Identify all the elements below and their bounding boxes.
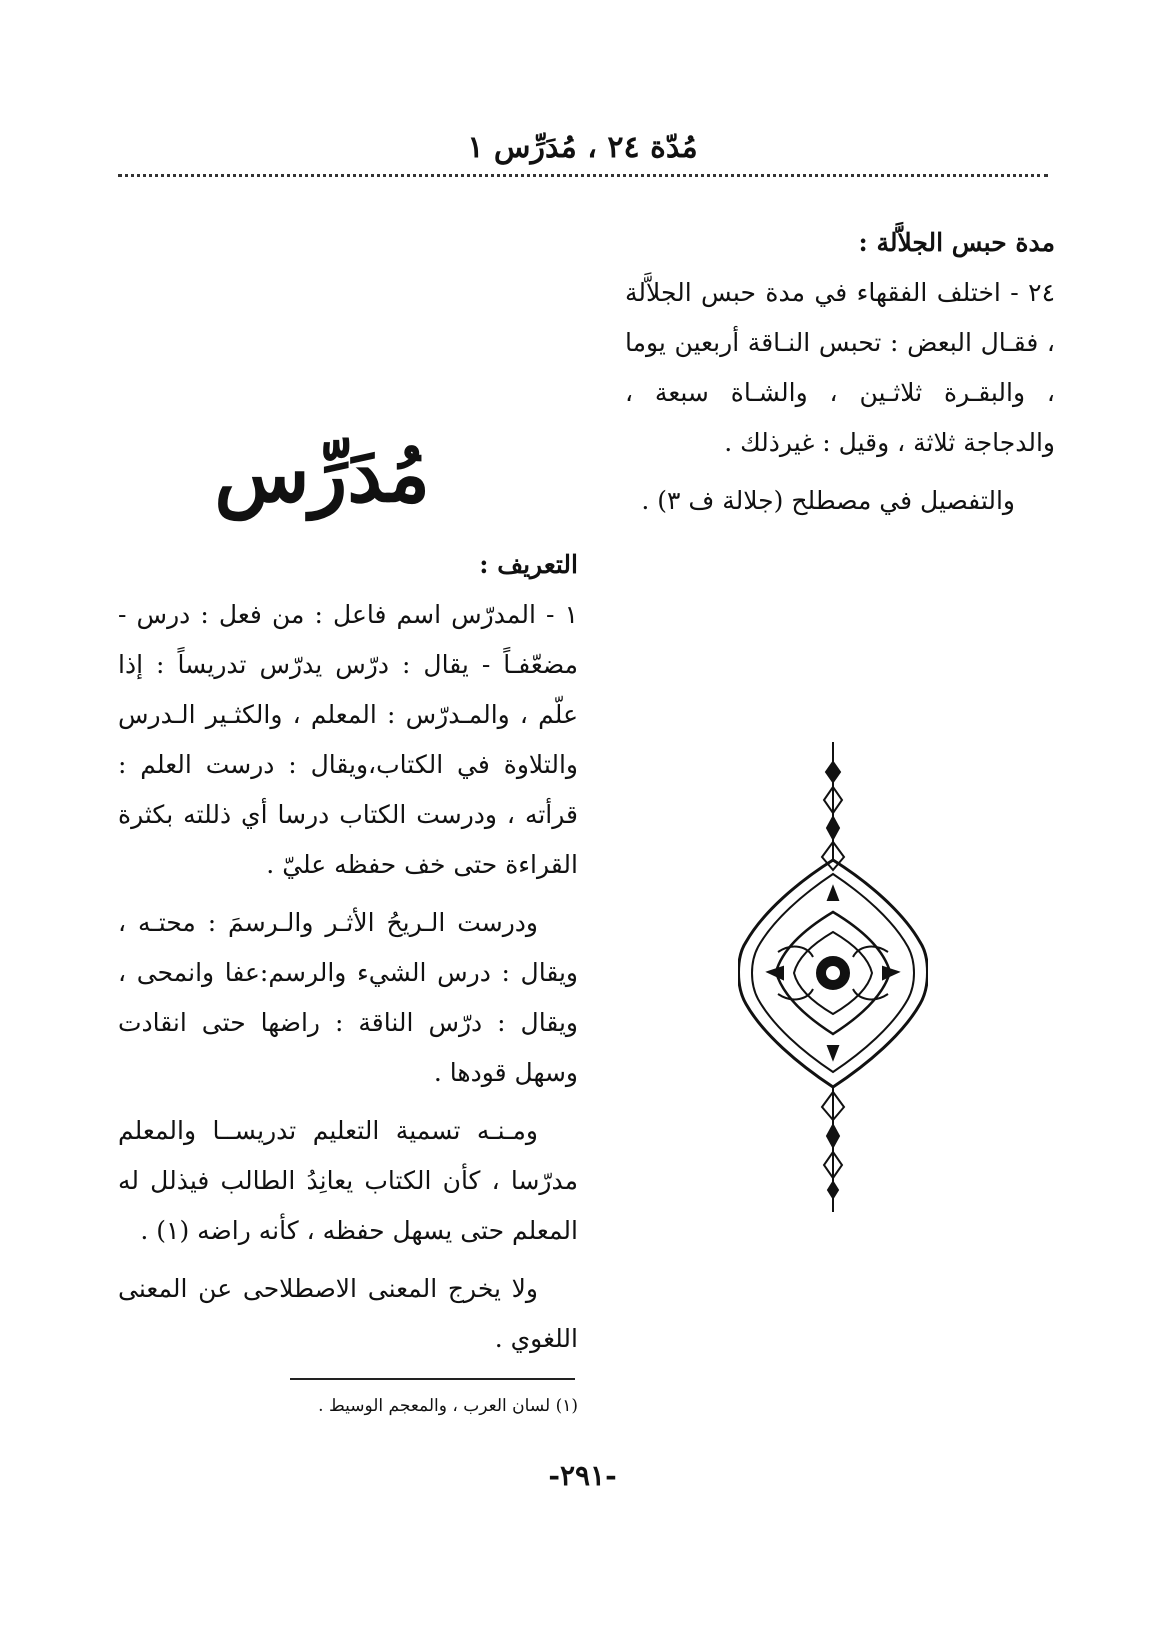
left-column [118,540,578,1372]
paragraph-jallala-detention: ٢٤ - اختلف الفقهاء في مدة حبس الجلاَّلة ، فقـال البعض : تحبس النـاقة أربعين يوما ، والبقـرة ثلاثـين ، والشـاة سبعة ، والدجاجة ثلاثة ، وقيل : غيرذلك . [625,278,1055,457]
footnote: (١) لسان العرب ، والمعجم الوسيط . [318,1396,578,1416]
paragraph-definition-1: ١ - المدرّس اسم فاعل : من فعل : درس - مضعّفـاً - يقال : درّس يدرّس تدريساً : إذا علّم ، والمـدرّس : المعلم ، والكثـير الـدرس والتلاوة في الكتاب،ويقال : درست العلم : قرأته ، ودرست الكتاب درسا أي ذللته بكثرة القراءة حتى خف حفظه عليّ . [118,600,578,879]
footnote-divider [290,1378,575,1380]
right-column [625,218,1055,534]
paragraph-jallala-reference: والتفصيل في مصطلح (جلالة ف ٣) . [641,486,1015,515]
running-header-title: مُدّة ٢٤ ، مُدَرِّس ١ [467,130,698,165]
paragraph-definition-3: ومـنـه تسمية التعليم تدريســا والمعلم مدرّسا ، كأن الكتاب يعانِدُ الطالب فيذلل له المعلم حتى يسهل حفظه ، كأنه راضه (١) . [118,1116,578,1245]
article-title: مُدَرِّس [214,429,430,520]
header-dotted-divider [118,174,1048,177]
paragraph-definition-4: ولا يخرج المعنى الاصطلاحى عن المعنى اللغوي . [118,1274,578,1353]
section-title-definition: التعريف : [479,550,578,579]
page-number: -٢٩١- [548,1459,617,1492]
arabesque-ornament-icon [738,742,928,1212]
paragraph-definition-2: ودرست الـريحُ الأثـر والـرسمَ : محتـه ، ويقال : درس الشيء والرسم:عفا وانمحى ، ويقال : درّس الناقة : راضها حتى انقادت وسهل قودها . [118,908,578,1087]
section-title-jallala-detention: مدة حبس الجلاَّلة : [858,228,1055,257]
